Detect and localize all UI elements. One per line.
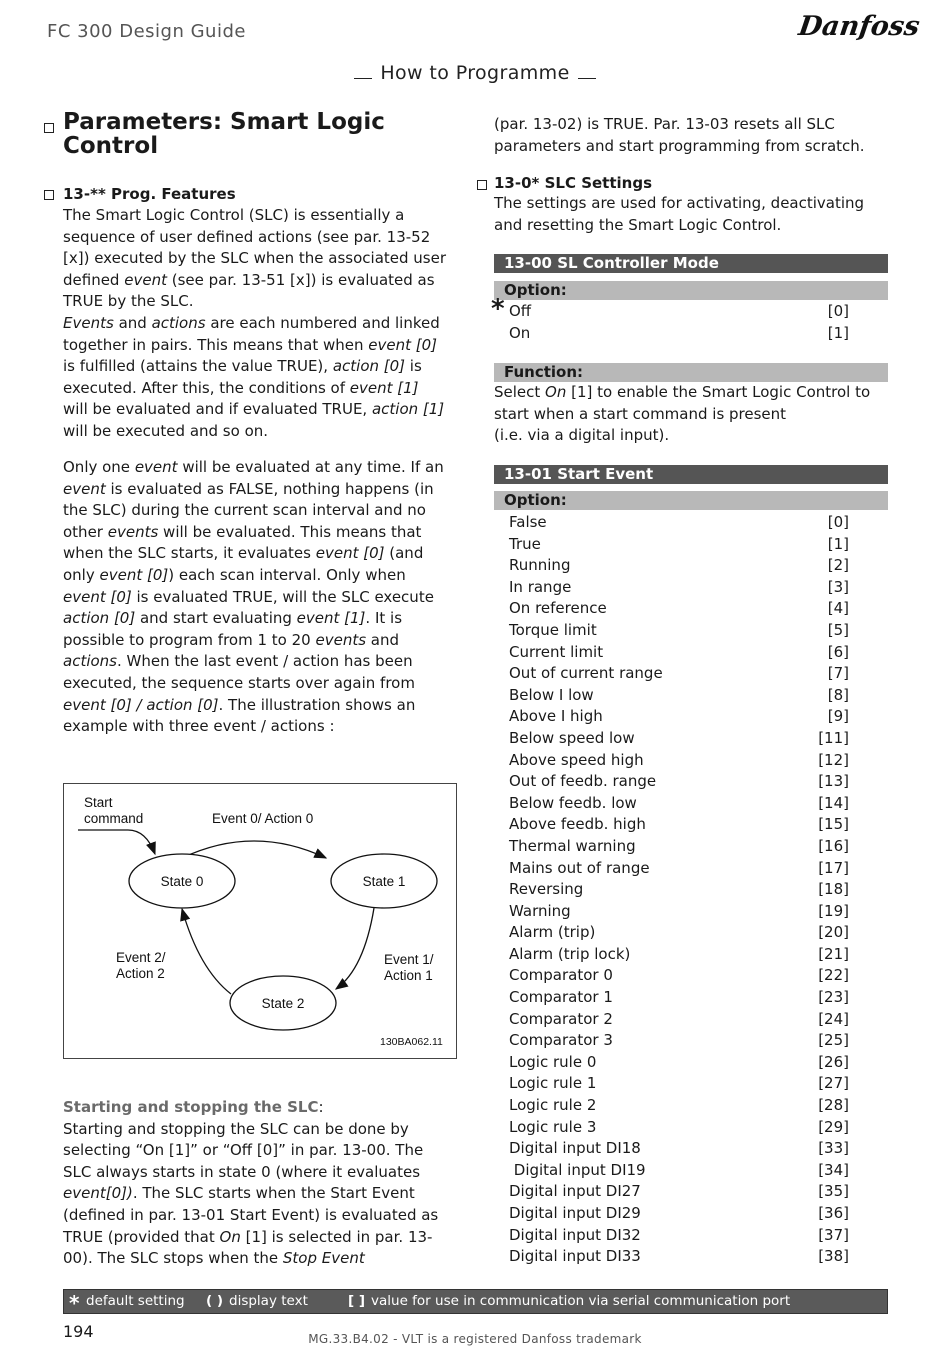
option-value: [1] [827, 323, 849, 342]
option-row [509, 1030, 849, 1052]
option-label: Mains out of range [509, 858, 650, 877]
option-value: [29] [818, 1117, 849, 1136]
option-value: [36] [818, 1204, 849, 1222]
option-label: Digital input DI27 [509, 1182, 641, 1201]
option-label: Logic rule 1 [509, 1074, 597, 1093]
event2-arrow [182, 909, 231, 994]
function-header-13-00: Function: [494, 363, 888, 382]
italic-term: On [219, 1227, 241, 1246]
section-bullet-box [44, 190, 54, 200]
option-value: [2] [827, 556, 849, 575]
italic-term: event [0] [63, 587, 132, 606]
option-list-13-01 [509, 512, 849, 1268]
option-value: [5] [827, 620, 849, 639]
option-row [509, 1160, 849, 1182]
option-row [509, 1138, 849, 1160]
option-row [509, 1117, 849, 1139]
paragraph-par-13-02 [494, 114, 889, 157]
option-row [509, 663, 849, 685]
param-title-13-00: 13-00 SL Controller Mode [494, 254, 888, 273]
text-run: will be executed and so on. [63, 421, 269, 440]
text-run: and [366, 630, 400, 649]
option-row [509, 750, 849, 772]
text-run: Select [494, 383, 546, 401]
danfoss-logo [796, 4, 922, 46]
legend-bar [63, 1289, 888, 1314]
option-list-13-00 [509, 301, 849, 344]
option-row [509, 642, 849, 664]
text-run: (see par. 13-51 [x]) is evaluated as TRUE by the SLC. [63, 270, 435, 311]
text-run: . When the last event / action has been executed, the sequence starts over again from [63, 652, 415, 692]
text-run: : [318, 1098, 324, 1116]
option-label: Off [509, 302, 532, 320]
option-label: Above feedb. high [509, 815, 646, 834]
text-run: is evaluated TRUE, will the SLC execute [131, 587, 434, 606]
option-row [509, 793, 849, 815]
document-title: FC 300 Design Guide [47, 21, 246, 42]
text-run: Starting and stopping the SLC can be done by selecting “On [1]” or “Off [0]” in par. 13-00. The SLC always starts in state 0 (where it evaluates [63, 1119, 424, 1181]
paragraph-slc-settings [494, 193, 889, 236]
option-label: Below feedb. low [509, 793, 637, 812]
text-run: is evaluated as FALSE, nothing happens (in the SLC) during the current scan interval and no other [63, 479, 434, 541]
option-label: Warning [509, 901, 571, 920]
option-row [509, 1009, 849, 1031]
legend-star-symbol: * [69, 1291, 80, 1315]
option-label: Thermal warning [509, 836, 636, 855]
option-value: [17] [818, 858, 849, 877]
state1-label: State 1 [362, 874, 406, 889]
option-value: [27] [818, 1074, 849, 1093]
option-value: [20] [818, 923, 849, 942]
title-bullet-box [44, 123, 54, 133]
option-row [509, 771, 849, 793]
italic-term: Events [63, 313, 114, 332]
legend-bracket-symbol: [ ] [348, 1293, 366, 1309]
option-label: Digital input DI29 [509, 1204, 641, 1222]
start-arrow [78, 830, 155, 854]
legend-paren-symbol: ( ) [206, 1293, 224, 1309]
option-value: [35] [818, 1182, 849, 1201]
footer-trademark-note: MG.33.B4.02 - VLT is a registered Danfoss trademark [308, 1332, 642, 1346]
event1-arrow [336, 908, 374, 989]
option-value: [7] [827, 664, 849, 683]
option-value: [0] [827, 302, 849, 320]
option-label: Logic rule 0 [509, 1052, 597, 1071]
option-row [509, 922, 849, 944]
option-value: [13] [818, 772, 849, 791]
italic-term: action [0] [332, 357, 406, 376]
option-value: [38] [818, 1247, 849, 1266]
default-setting-star: * [491, 294, 505, 324]
text-run: [1] to enable the Smart Logic Control to start when a start command is present [494, 383, 871, 423]
italic-term: event [0] / action [0] [63, 695, 219, 714]
option-row [509, 555, 849, 577]
option-row [509, 1073, 849, 1095]
option-row [509, 1095, 849, 1117]
italic-term: action [0] [63, 609, 136, 628]
italic-term: Stop Event [282, 1249, 365, 1268]
option-value: [6] [827, 642, 849, 661]
italic-term: events [315, 630, 367, 649]
legend-paren-text: display text [229, 1293, 308, 1309]
option-label: Logic rule 2 [509, 1096, 597, 1115]
text-run: . The SLC starts when the Start Event (defined in par. 13-01 Start Event) is evaluated as TRUE (provided that [63, 1184, 439, 1246]
option-row [509, 1181, 849, 1203]
chapter-heading [0, 62, 950, 84]
option-value: [19] [818, 901, 849, 920]
option-label: Out of feedb. range [509, 772, 657, 791]
option-row [509, 1225, 849, 1247]
diagram-event2-label-1: Event 2/ [116, 950, 166, 965]
sub-heading: Starting and stopping the SLC [63, 1098, 319, 1116]
state2-label: State 2 [261, 996, 305, 1011]
option-label: Alarm (trip lock) [509, 944, 631, 963]
diagram-event1-label-2: Action 1 [384, 968, 433, 983]
page-title: Parameters: Smart Logic Control [63, 109, 385, 159]
text-run: and [113, 313, 152, 332]
option-label: Below I low [509, 685, 594, 704]
text-run: will be evaluated at any time. If an [177, 458, 444, 476]
diagram-event0-label: Event 0/ Action 0 [212, 811, 314, 826]
italic-term: event [0] [99, 565, 169, 584]
text-run: The Smart Logic Control (SLC) is essentially a sequence of user defined actions (see par. 13-52 [x]) executed by the SLC when the associated user defined [63, 206, 447, 289]
option-label: False [509, 513, 547, 531]
option-value: [28] [818, 1096, 849, 1115]
text-run: is fulfilled (attains the value TRUE), [63, 357, 333, 376]
option-label: Below speed low [509, 728, 635, 747]
option-label: Reversing [509, 880, 584, 899]
option-label: In range [509, 577, 572, 596]
text-run: ) each scan interval. Only when [168, 565, 406, 584]
option-label: Current limit [509, 642, 604, 661]
option-value: [8] [827, 685, 849, 704]
option-label: Digital input DI33 [509, 1247, 641, 1266]
svg-text:Danfoss: Danfoss [796, 11, 922, 42]
option-value: [22] [818, 966, 849, 985]
function-text-13-00 [494, 382, 889, 447]
option-header-13-01: Option: [494, 491, 888, 510]
option-row [509, 814, 849, 836]
option-row [509, 1052, 849, 1074]
option-value: [18] [818, 880, 849, 899]
italic-term: event [1] [296, 609, 366, 628]
option-label: Comparator 1 [509, 988, 613, 1007]
text-run: [1] is selected in par. 13-00). The SLC stops when the [63, 1227, 433, 1268]
section-bullet-box-slc [477, 180, 487, 190]
italic-term: event[0]) [63, 1184, 133, 1203]
diagram-start-label-2: command [84, 811, 144, 826]
text-run: will be evaluated. This means that when the SLC starts, it evaluates [63, 522, 422, 563]
option-value: [1] [827, 534, 849, 553]
option-value: [11] [818, 728, 849, 747]
option-row [509, 728, 849, 750]
option-label: Out of current range [509, 664, 663, 683]
legend-bracket-text: value for use in communication via serial communication port [371, 1293, 791, 1309]
option-value: [37] [818, 1225, 849, 1244]
option-row [509, 706, 849, 728]
option-value: [0] [827, 513, 849, 531]
italic-term: events [107, 522, 159, 541]
chapter-title: How to Programme [380, 62, 570, 84]
diagram-code: 130BA062.11 [380, 1036, 443, 1048]
option-value: [33] [818, 1139, 849, 1158]
diagram-start-label-1: Start [84, 795, 113, 810]
italic-term: event [0] [315, 544, 385, 563]
text-run: are each numbered and linked together in pairs. This means that when [63, 313, 440, 354]
option-label: Logic rule 3 [509, 1117, 597, 1136]
paragraph-slc-evaluation [63, 457, 448, 738]
option-value: [34] [818, 1160, 849, 1179]
option-row [509, 858, 849, 880]
section-heading-slc-settings: 13-0* SLC Settings [494, 174, 652, 192]
option-label: Comparator 3 [509, 1031, 613, 1050]
text-run: will be evaluated and if evaluated TRUE, [63, 400, 372, 419]
chapter-dash-left [354, 78, 372, 79]
paragraph-slc-intro [63, 205, 448, 443]
text-run: The settings are used for activating, deactivating and resetting the Smart Logic Control. [494, 194, 865, 234]
option-header-13-00: Option: [494, 281, 888, 300]
section-heading-prog-features: 13-** Prog. Features [63, 185, 236, 203]
option-row [509, 598, 849, 620]
text-run: Only one [63, 458, 135, 476]
option-row [509, 685, 849, 707]
text-run: (and only [63, 544, 424, 584]
option-value: [4] [827, 599, 849, 618]
text-run: . It is possible to program from 1 to 20 [63, 609, 403, 649]
option-row [509, 965, 849, 987]
option-label: On reference [509, 599, 607, 618]
italic-term: actions [151, 313, 206, 332]
option-value: [15] [818, 815, 849, 834]
text-run: and start evaluating [135, 609, 297, 628]
option-value: [26] [818, 1052, 849, 1071]
italic-term: On [545, 383, 567, 401]
italic-term: event [1] [349, 378, 419, 397]
option-row [509, 301, 849, 323]
option-value: [21] [818, 944, 849, 963]
diagram-event2-label-2: Action 2 [116, 966, 165, 981]
option-value: [14] [818, 793, 849, 812]
option-row [509, 512, 849, 534]
option-value: [3] [827, 577, 849, 596]
italic-term: event [0] [368, 335, 438, 354]
option-label: Alarm (trip) [509, 923, 596, 942]
option-value: [24] [818, 1009, 849, 1028]
option-row [509, 323, 849, 345]
param-title-13-01: 13-01 Start Event [494, 465, 888, 484]
option-label: Above speed high [509, 750, 644, 769]
option-label: Digital input DI32 [509, 1225, 641, 1244]
state0-label: State 0 [160, 874, 204, 889]
text-run: is executed. After this, the conditions of [63, 357, 422, 397]
option-row [509, 1246, 849, 1268]
option-value: [16] [818, 836, 849, 855]
option-row [509, 901, 849, 923]
option-value: [25] [818, 1031, 849, 1050]
option-label: Running [509, 556, 571, 575]
text-run: . The illustration shows an example with three event / actions : [63, 695, 416, 736]
option-label: Digital input DI18 [509, 1139, 641, 1158]
option-label: True [509, 534, 541, 553]
diagram-event1-label-1: Event 1/ [384, 952, 434, 967]
option-row [509, 1203, 849, 1225]
option-row [509, 987, 849, 1009]
italic-term: event [63, 479, 106, 498]
option-value: [12] [818, 750, 849, 769]
option-row [509, 620, 849, 642]
italic-term: action [1] [371, 400, 445, 419]
text-run: (i.e. via a digital input). [494, 426, 670, 445]
option-label: Comparator 2 [509, 1009, 613, 1028]
option-value: [23] [818, 988, 849, 1007]
option-value: [9] [827, 707, 849, 726]
option-row [509, 944, 849, 966]
option-label: Comparator 0 [509, 966, 613, 985]
option-label: On [509, 323, 531, 342]
state-diagram [63, 783, 457, 1059]
option-label: Digital input DI19 [509, 1160, 646, 1179]
option-row [509, 879, 849, 901]
option-label: Torque limit [509, 620, 597, 639]
text-run: (par. 13-02) is TRUE. Par. 13-03 resets all SLC parameters and start programming from scratch. [494, 115, 865, 155]
legend-star-text: default setting [86, 1293, 185, 1309]
italic-term: event [134, 458, 178, 476]
event0-arrow [182, 841, 326, 858]
option-row [509, 534, 849, 556]
option-label: Above I high [509, 707, 603, 726]
italic-term: event [124, 270, 167, 289]
chapter-dash-right [578, 78, 596, 79]
italic-term: actions [63, 652, 117, 671]
option-row [509, 577, 849, 599]
paragraph-starting-stopping [63, 1097, 448, 1270]
option-row [509, 836, 849, 858]
page-number: 194 [63, 1322, 94, 1341]
